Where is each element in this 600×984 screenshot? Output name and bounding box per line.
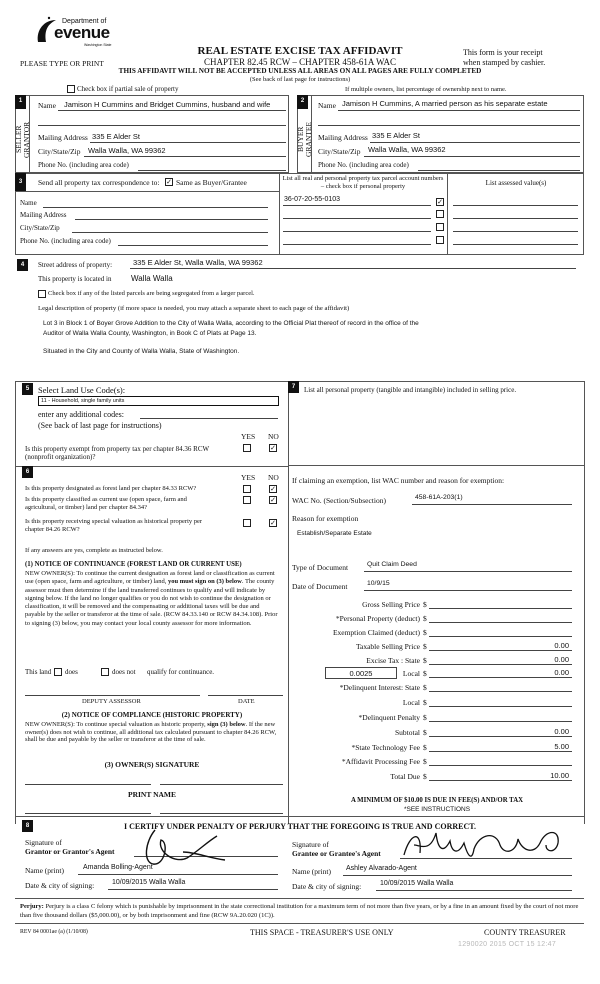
- exemption-claim-label: If claiming an exemption, list WAC number and reason for exemption:: [292, 476, 505, 485]
- fee-label-subtotal: Subtotal: [394, 728, 420, 737]
- current-use-yes-checkbox[interactable]: [243, 496, 251, 504]
- grantee-sig-label-1: Signature of: [292, 840, 329, 849]
- dollar-sign: $: [423, 683, 427, 692]
- buyer-name-field[interactable]: Jamison H Cummins, A married person as his separate estate: [342, 99, 548, 108]
- grantor-date-label: Date & city of signing:: [25, 881, 95, 890]
- section-5-number: 5: [22, 383, 33, 395]
- section-6-number: 6: [22, 466, 33, 478]
- dollar-sign: $: [423, 600, 427, 609]
- partial-sale-checkbox[interactable]: [67, 85, 75, 93]
- send-correspondence-label: Send all property tax correspondence to:: [38, 178, 160, 187]
- land-use-label: Select Land Use Code(s):: [38, 385, 126, 395]
- notice-compliance-title: (2) NOTICE OF COMPLIANCE (HISTORIC PROPERTY): [61, 711, 243, 719]
- section-7-number: 7: [288, 381, 299, 393]
- notice-compliance-body: NEW OWNER(S): To continue special valuation as historic property, sign (3) below. If the new owner(s) does not wish to continue, all additional tax calculated pursuant to chapter 84.26 RCW, shall be due and payable by the seller or transferor at the time of sale.: [25, 721, 277, 743]
- additional-codes-label: enter any additional codes:: [38, 410, 124, 419]
- multiple-owners-note: If multiple owners, list percentage of ownership next to name.: [345, 86, 507, 93]
- receipt-note-2: when stamped by cashier.: [463, 58, 546, 67]
- historic-yes-checkbox[interactable]: [243, 519, 251, 527]
- deputy-assessor-label: DEPUTY ASSESSOR: [82, 698, 141, 705]
- see-instructions-note: *SEE INSTRUCTIONS: [403, 806, 471, 813]
- fee-label-taxable: Taxable Selling Price: [355, 642, 420, 651]
- fee-value-excise-state[interactable]: 0.00: [554, 655, 569, 664]
- grantor-name-field[interactable]: Amanda Bolling-Agent: [83, 864, 153, 871]
- current-use-no-checkbox[interactable]: ✓: [270, 496, 276, 504]
- seller-name-field[interactable]: Jamison H Cummins and Bridget Cummins, husband and wife: [64, 100, 271, 109]
- dollar-sign: $: [423, 628, 427, 637]
- historic-question: Is this property receiving special valuation as historical property per chapter 84.26 RCW?: [25, 518, 203, 533]
- legal-description-line-2: Auditor of Walla Walla County, Washington, in Book C of Plats at Page 13.: [43, 330, 257, 337]
- dor-logo: [34, 14, 114, 48]
- doc-date-field[interactable]: 10/9/15: [367, 580, 390, 587]
- seller-grantor-label: SELLER GRANTOR: [14, 121, 31, 158]
- doc-date-label: Date of Document: [292, 582, 348, 591]
- buyer-mailing-field[interactable]: 335 E Alder St: [372, 131, 420, 140]
- grantor-signature: [135, 822, 255, 872]
- no-header-5: NO: [268, 432, 279, 441]
- local-rate-box: 0.0025: [325, 667, 397, 679]
- treasurer-use-only: THIS SPACE - TREASURER'S USE ONLY: [250, 928, 394, 937]
- segregated-label: Check box if any of the listed parcels are being segregated from a larger parcel.: [48, 290, 255, 297]
- historic-no-checkbox[interactable]: ✓: [270, 519, 276, 527]
- street-address-field[interactable]: 335 E Alder St, Walla Walla, WA 99362: [133, 258, 263, 267]
- wac-field[interactable]: 458-61A-203(1): [415, 494, 463, 501]
- form-title: REAL ESTATE EXCISE TAX AFFIDAVIT: [197, 45, 403, 57]
- treasurer-stamp: 1290020 2015 OCT 15 12:47: [458, 941, 557, 948]
- grantee-name-field[interactable]: Ashley Alvarado-Agent: [346, 865, 417, 872]
- located-in-label: This property is located in: [38, 275, 112, 283]
- dollar-sign: $: [423, 757, 427, 766]
- notice-continuance-body: NEW OWNER(S): To continue the current designation as forest land or classification as current use (open space, farm and agriculture, or timber) land, you must sign on (3) below. The county assessor must then determine if the land transferred continues to qualify and will indicate by signing below. If the land no longer qualifies or you do not wish to continue the designation or classification, it will be removed and the compensating or additional taxes will be due and payable by the seller or transferor at the time of sale. (RCW 84.33.140 or RCW 84.34.108). Prior to signing (3) below, you may contact your local county assessor for more information.: [25, 570, 278, 627]
- seller-name-label: Name: [38, 101, 56, 110]
- certify-statement: I CERTIFY UNDER PENALTY OF PERJURY THAT THE FOREGOING IS TRUE AND CORRECT.: [123, 822, 476, 831]
- corr-city-label: City/State/Zip: [20, 224, 60, 232]
- grantor-sig-label-1: Signature of: [25, 838, 62, 847]
- this-land-label: This land: [25, 668, 52, 676]
- corr-name-label: Name: [20, 199, 37, 207]
- grantor-sig-label-2: Grantor or Grantor's Agent: [25, 847, 115, 856]
- qualify-label: qualify for continuance.: [147, 668, 215, 676]
- buyer-city-label: City/State/Zip: [318, 147, 361, 156]
- fee-value-subtotal[interactable]: 0.00: [554, 727, 569, 736]
- fee-value-excise-local[interactable]: 0.00: [554, 668, 569, 677]
- legal-description-line-3: Situated in the City and County of Walla Walla, State of Washington.: [43, 348, 240, 355]
- grantee-date-label: Date & city of signing:: [292, 882, 362, 891]
- personal-property-label: List all personal property (tangible and intangible) included in selling price.: [304, 386, 517, 394]
- street-address-label: Street address of property:: [38, 261, 113, 269]
- parcel-2-personal-checkbox[interactable]: [436, 210, 444, 218]
- legal-description-label: Legal description of property (if more space is needed, you may attach a separate sheet to each page of the affidavit): [38, 305, 350, 312]
- fee-label-excise-local: Local: [402, 669, 420, 678]
- dollar-sign: $: [423, 743, 427, 752]
- parcel-4-personal-checkbox[interactable]: [436, 236, 444, 244]
- section-4-number: 4: [17, 259, 28, 271]
- seller-mailing-label: Mailing Address: [38, 133, 88, 142]
- no-header-6: NO: [268, 473, 279, 482]
- assessor-date-label: DATE: [238, 698, 255, 705]
- print-name-label: PRINT NAME: [128, 790, 176, 799]
- dollar-sign: $: [423, 772, 427, 781]
- fee-label-delinquent-interest-state: *Delinquent Interest: State: [339, 683, 420, 692]
- buyer-mailing-label: Mailing Address: [318, 133, 368, 142]
- please-type: PLEASE TYPE OR PRINT: [20, 59, 104, 68]
- buyer-name-label: Name: [318, 101, 336, 110]
- receipt-note-1: This form is your receipt: [463, 48, 543, 57]
- parcel-header: List all real and personal property tax parcel account numbers – check box if personal property: [282, 175, 444, 190]
- land-use-see-back: (See back of last page for instructions): [38, 421, 162, 430]
- dollar-sign: $: [423, 642, 427, 651]
- doc-type-field[interactable]: Quit Claim Deed: [367, 561, 417, 568]
- section-8-number: 8: [22, 820, 33, 832]
- segregated-checkbox[interactable]: [38, 290, 46, 298]
- dollar-sign: $: [423, 656, 427, 665]
- forest-no-checkbox[interactable]: ✓: [270, 485, 276, 493]
- assessed-header: List assessed value(s): [485, 179, 547, 187]
- if-any-yes-note: If any answers are yes, complete as instructed below.: [25, 547, 163, 554]
- fee-label-total-due: Total Due: [390, 772, 420, 781]
- grantee-name-label: Name (print): [292, 867, 331, 876]
- current-use-question: Is this property classified as current use (open space, farm and agricultural, or timber) land per chapter 84.34?: [25, 496, 187, 511]
- does-qualify-checkbox[interactable]: [54, 668, 62, 676]
- fee-label-personal: *Personal Property (deduct): [335, 614, 420, 623]
- reason-label: Reason for exemption: [292, 514, 359, 523]
- exempt-no-checkbox[interactable]: ✓: [270, 444, 276, 452]
- parcel-number-1[interactable]: 36-07-20-55-0103: [284, 196, 341, 203]
- owner-signature-label: (3) OWNER(S) SIGNATURE: [104, 760, 200, 769]
- partial-sale-label: Check box if partial sale of property: [77, 85, 179, 93]
- does-label: does: [65, 668, 78, 676]
- does-not-label: does not: [112, 668, 136, 676]
- exempt-question: Is this property exempt from property tax per chapter 84.36 RCW (nonprofit organization)?: [25, 445, 209, 461]
- dollar-sign: $: [423, 713, 427, 722]
- land-use-select[interactable]: 11 - Household, single family units: [38, 396, 279, 406]
- grantee-date-field[interactable]: 10/09/2015 Walla Walla: [380, 880, 454, 887]
- same-as-buyer-checkbox[interactable]: ✓: [166, 178, 172, 186]
- logo-revenue: evenue: [54, 23, 110, 42]
- form-chapter: CHAPTER 82.45 RCW – CHAPTER 458-61A WAC: [204, 57, 396, 67]
- fee-label-exemption: Exemption Claimed (deduct): [332, 628, 420, 637]
- notice-continuance-title: (1) NOTICE OF CONTINUANCE (FOREST LAND OR CURRENT USE): [25, 561, 242, 568]
- seller-mailing-field[interactable]: 335 E Alder St: [92, 132, 140, 141]
- legal-description-line-1: Lot 3 in Block 1 of Boyer Grove Addition to the City of Walla Walla, according to the Official Plat thereof of record in the office of the: [43, 320, 419, 327]
- form-warning: THIS AFFIDAVIT WILL NOT BE ACCEPTED UNLESS ALL AREAS ON ALL PAGES ARE FULLY COMPLETED: [118, 67, 482, 75]
- fee-value-taxable[interactable]: 0.00: [554, 641, 569, 650]
- grantor-name-label: Name (print): [25, 866, 64, 875]
- fee-label-excise-state: Excise Tax : State: [366, 656, 420, 665]
- corr-phone-label: Phone No. (including area code): [20, 237, 111, 245]
- dollar-sign: $: [423, 614, 427, 623]
- dollar-sign: $: [423, 698, 427, 707]
- grantor-date-field[interactable]: 10/09/2015 Walla Walla: [112, 879, 186, 886]
- parcel-1-personal-checkbox[interactable]: ✓: [437, 198, 443, 206]
- rev-number: REV 84 0001ae (a) (1/10/08): [20, 929, 88, 935]
- grantee-signature: [400, 823, 570, 863]
- does-not-qualify-checkbox[interactable]: [101, 668, 109, 676]
- located-in-value: Walla Walla: [131, 274, 173, 283]
- seller-phone-label: Phone No. (including area code): [38, 161, 129, 169]
- fee-value-tech-fee[interactable]: 5.00: [554, 742, 569, 751]
- wac-label: WAC No. (Section/Subsection): [292, 496, 386, 505]
- buyer-city-field[interactable]: Walla Walla, WA 99362: [368, 145, 446, 154]
- buyer-grantee-label: BUYER GRANTEE: [296, 122, 313, 157]
- dollar-sign: $: [423, 728, 427, 737]
- reason-field[interactable]: Establish/Separate Estate: [297, 530, 372, 537]
- buyer-phone-label: Phone No. (including area code): [318, 161, 409, 169]
- same-as-buyer-label: Same as Buyer/Grantee: [176, 178, 247, 187]
- fee-label-processing-fee: *Affidavit Processing Fee: [341, 757, 420, 766]
- perjury-notice: Perjury: Perjury is a class C felony which is punishable by imprisonment in the state correctional institution for a maximum term of not more than five years, or by a fine in an amount fixed by the court of not more than five thousand dollars ($5,000.00), or by both imprisonment and fine (RCW 9A.20.020 (1C)).: [20, 903, 579, 919]
- forest-yes-checkbox[interactable]: [243, 485, 251, 493]
- dollar-sign: $: [423, 669, 427, 678]
- section-2-number: 2: [297, 95, 308, 109]
- corr-mailing-label: Mailing Address: [20, 211, 67, 219]
- section-3-number: 3: [15, 173, 26, 191]
- seller-city-field[interactable]: Walla Walla, WA 99362: [88, 146, 166, 155]
- fee-label-gross: Gross Selling Price: [362, 600, 420, 609]
- fee-label-delinquent-interest-local: Local: [402, 698, 420, 707]
- seller-city-label: City/State/Zip: [38, 147, 81, 156]
- minimum-due-note: A MINIMUM OF $10.00 IS DUE IN FEE(S) AND/OR TAX: [350, 797, 524, 804]
- parcel-3-personal-checkbox[interactable]: [436, 223, 444, 231]
- grantee-sig-label-2: Grantee or Grantee's Agent: [292, 849, 381, 858]
- forest-land-question: Is this property designated as forest land per chapter 84.33 RCW?: [25, 485, 197, 492]
- yes-header-6: YES: [241, 473, 256, 482]
- section-1-number: 1: [15, 95, 26, 109]
- doc-type-label: Type of Document: [292, 563, 349, 572]
- see-back-note: (See back of last page for instructions): [249, 76, 351, 83]
- logo-state: Washington State: [84, 43, 112, 47]
- fee-label-delinquent-penalty: *Delinquent Penalty: [358, 713, 420, 722]
- fee-label-tech-fee: *State Technology Fee: [351, 743, 420, 752]
- exempt-yes-checkbox[interactable]: [243, 444, 251, 452]
- county-treasurer: COUNTY TREASURER: [484, 928, 566, 937]
- logo-department: Department of: [62, 18, 107, 25]
- fee-value-total-due[interactable]: 10.00: [550, 771, 569, 780]
- yes-header-5: YES: [241, 432, 256, 441]
